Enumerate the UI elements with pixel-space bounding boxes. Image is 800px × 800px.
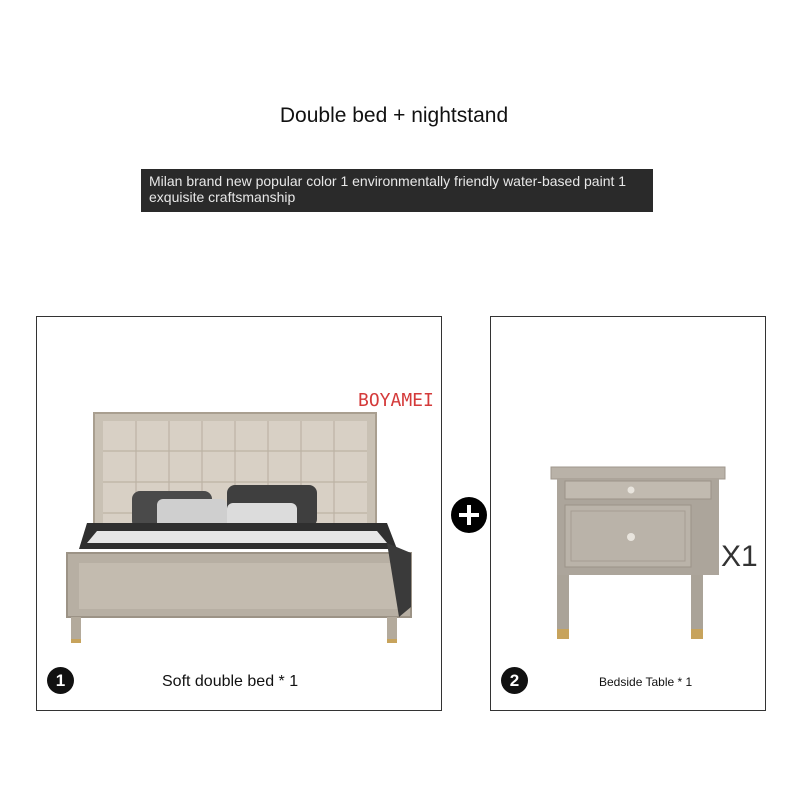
quantity-label: X1 — [721, 540, 758, 573]
item-number-badge: 1 — [47, 667, 74, 694]
brand-watermark: BOYAMEI — [358, 390, 434, 411]
feature-banner: Milan brand new popular color 1 environmentally friendly water-based paint 1 exquisite craftsmanship — [141, 169, 653, 212]
bedside-table-image — [491, 317, 765, 710]
plus-circle-icon — [451, 497, 487, 533]
item-number-badge: 2 — [501, 667, 528, 694]
bed-product-panel[interactable] — [36, 316, 442, 711]
nightstand-product-panel[interactable] — [490, 316, 766, 711]
table-caption: Bedside Table * 1 — [599, 675, 693, 689]
page-title: Double bed + nightstand — [279, 104, 509, 127]
bed-caption: Soft double bed * 1 — [162, 673, 299, 690]
double-bed-image — [37, 317, 441, 710]
